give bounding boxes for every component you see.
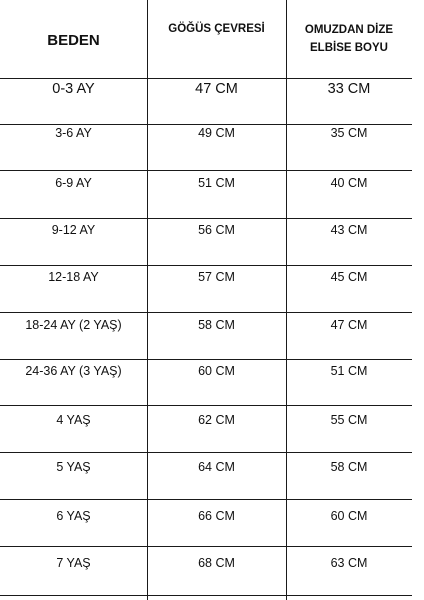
cell-size: 4 YAŞ xyxy=(56,413,91,427)
row-divider xyxy=(0,78,412,79)
cell-length: 63 CM xyxy=(330,556,368,570)
row-divider xyxy=(0,499,412,500)
cell-size: 5 YAŞ xyxy=(56,460,91,474)
header-chest: GÖĞÜS ÇEVRESİ xyxy=(168,23,265,35)
row-divider xyxy=(0,312,412,313)
row-divider xyxy=(0,170,412,171)
cell-size: 3-6 AY xyxy=(55,126,92,140)
cell-size: 9-12 AY xyxy=(51,223,96,237)
row-divider xyxy=(0,546,412,547)
cell-size: 6 YAŞ xyxy=(56,509,91,523)
cell-length: 33 CM xyxy=(327,81,371,97)
row-divider xyxy=(0,595,412,596)
cell-chest: 58 CM xyxy=(198,318,235,332)
cell-chest: 56 CM xyxy=(198,223,235,237)
cell-chest: 51 CM xyxy=(198,176,235,190)
cell-length: 51 CM xyxy=(330,364,368,378)
cell-size: 12-18 AY xyxy=(48,270,99,284)
cell-size: 0-3 AY xyxy=(52,81,95,97)
row-divider xyxy=(0,359,412,360)
cell-length: 45 CM xyxy=(330,270,368,284)
cell-chest: 68 CM xyxy=(198,556,235,570)
cell-length: 43 CM xyxy=(330,223,368,237)
cell-chest: 60 CM xyxy=(198,364,235,378)
header-length-line2: ELBİSE BOYU xyxy=(310,42,388,54)
cell-length: 58 CM xyxy=(330,460,368,474)
cell-size: 7 YAŞ xyxy=(56,556,91,570)
cell-length: 35 CM xyxy=(330,126,368,140)
cell-chest: 57 CM xyxy=(198,270,235,284)
cell-size: 24-36 AY (3 YAŞ) xyxy=(25,364,122,378)
row-divider xyxy=(0,452,412,453)
cell-length: 55 CM xyxy=(330,413,368,427)
cell-chest: 62 CM xyxy=(198,413,235,427)
header-length-line1: OMUZDAN DİZE xyxy=(304,24,394,36)
cell-length: 47 CM xyxy=(330,318,368,332)
row-divider xyxy=(0,124,412,125)
row-divider xyxy=(0,265,412,266)
row-divider xyxy=(0,218,412,219)
cell-chest: 64 CM xyxy=(198,460,235,474)
cell-chest: 47 CM xyxy=(195,81,238,97)
cell-length: 60 CM xyxy=(330,509,368,523)
cell-size: 6-9 AY xyxy=(55,176,92,190)
header-size: BEDEN xyxy=(47,32,100,49)
cell-length: 40 CM xyxy=(330,176,368,190)
cell-chest: 49 CM xyxy=(198,126,235,140)
cell-chest: 66 CM xyxy=(198,509,235,523)
row-divider xyxy=(0,405,412,406)
cell-size: 18-24 AY (2 YAŞ) xyxy=(25,318,122,332)
